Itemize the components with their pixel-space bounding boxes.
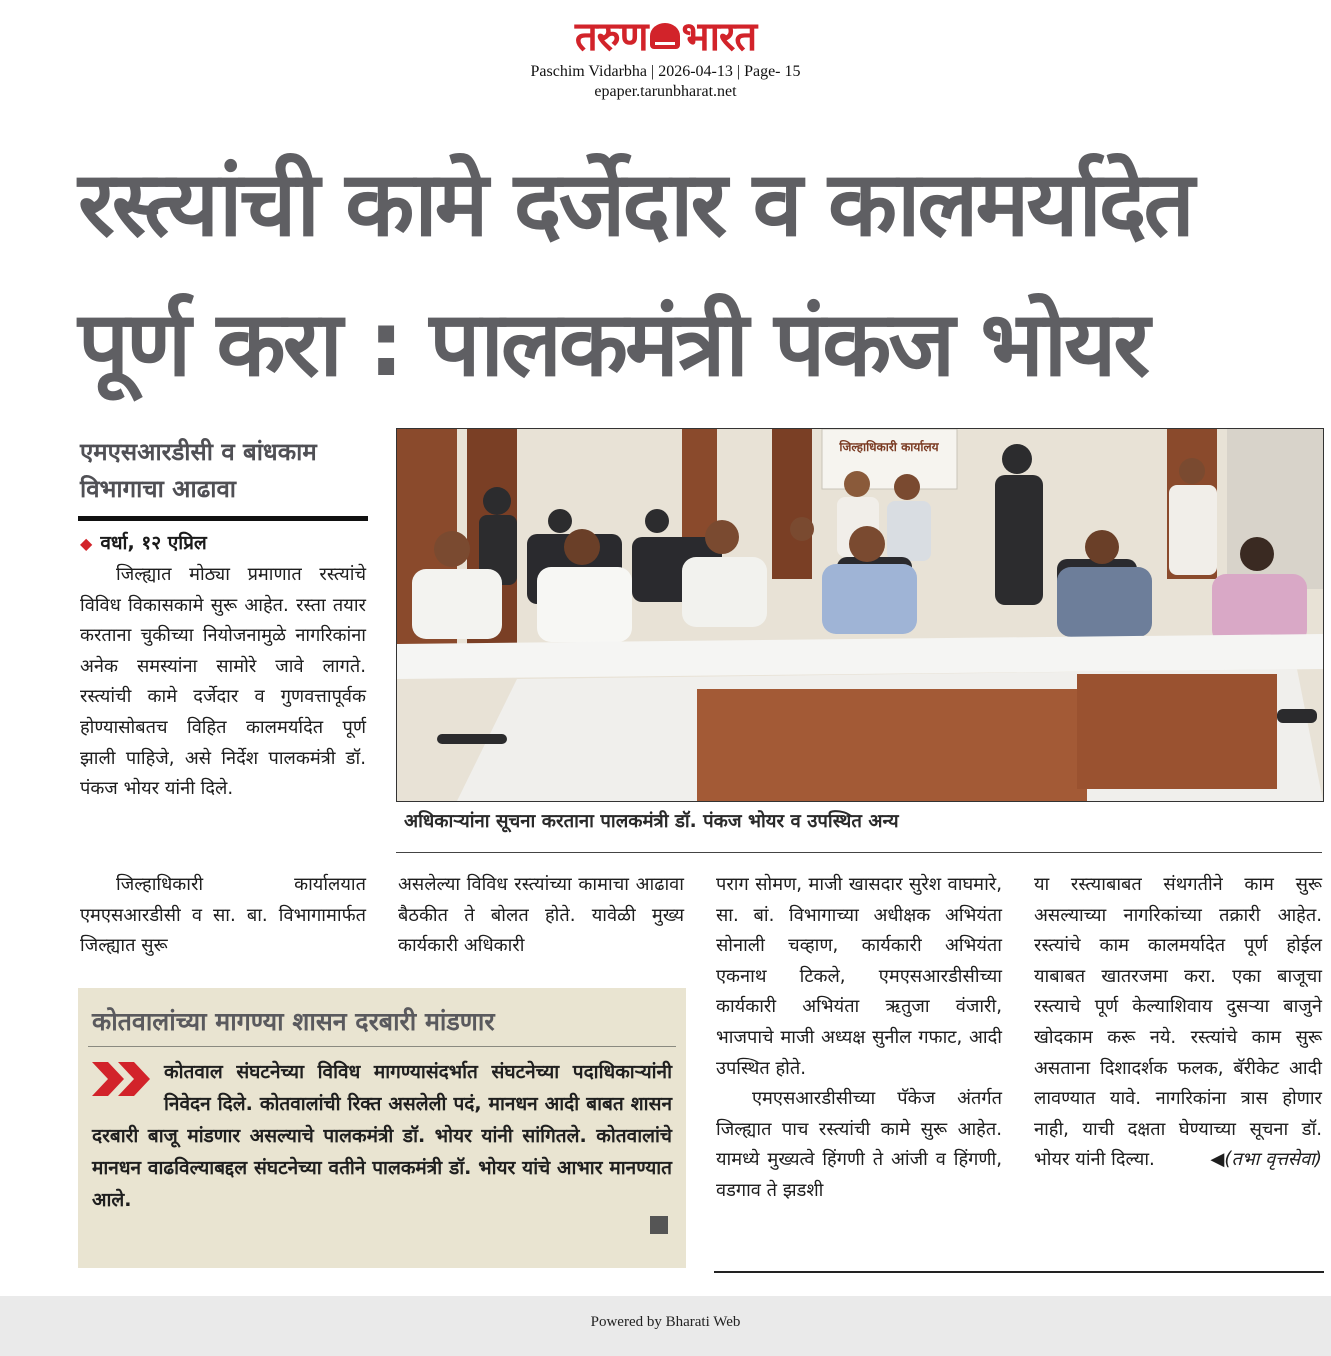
subheading: एमएसआरडीसी व बांधकाम विभागाचा आढावा (80, 438, 317, 503)
triangle-bullet-icon: ◀ (1210, 1149, 1225, 1171)
article-paragraph-2-part-c: पराग सोमण, माजी खासदार सुरेश वाघमारे, सा. बां. विभागाच्या अधीक्षक अभियंता सोनाली चव्हाण, कार्यकारी अभियंता एकनाथ टिकले, एमएसआरडीसीच्या कार्यकारी अभियंता ऋतुजा वंजारी, भाजपाचे माजी अध्यक्ष सुनील गफाट, आदी उपस्थित होते. (716, 874, 1002, 1079)
epaper-url[interactable]: epaper.tarunbharat.net (594, 83, 737, 100)
article-column-3 (716, 870, 1002, 1207)
footer (0, 1296, 1331, 1356)
end-square-icon (650, 1216, 668, 1234)
logo-emblem-icon (650, 23, 680, 49)
article-paragraph-2-part-b: असलेल्या विविध रस्त्यांच्या कामाचा आढावा बैठकीत ते बोलत होते. यावेळी मुख्य कार्यकारी अधिकारी (398, 874, 684, 957)
meeting-photo-illustration (397, 429, 1323, 801)
subheading-rule (78, 516, 368, 521)
credit-text: (तभा वृत्तसेवा) (1224, 1149, 1322, 1171)
meeting-photo (396, 428, 1324, 802)
article-paragraph-1: जिल्ह्यात मोठ्या प्रमाणात रस्त्यांचे विविध विकासकामे सुरू आहेत. रस्ता तयार करताना चुकीच्या नियोजनामुळे नागरिकांना अनेक समस्यांना सामोरे जावे लागते. रस्त्यांची कामे दर्जेदार व गुणवत्तापूर्वक होण्यासोबतच विहित कालमर्यादेत पूर्ण झाली पाहिजे, असे निर्देश पालकमंत्री डॉ. पंकज भोयर यांनी दिले. (80, 564, 366, 800)
logo-word-left: तरुण (574, 14, 648, 60)
article-column-4 (1034, 870, 1322, 1176)
article-column-1 (80, 560, 366, 805)
logo-word-right: भारत (681, 14, 757, 60)
photo-caption: अधिकाऱ्यांना सूचना करताना पालकमंत्री डॉ. पंकज भोयर व उपस्थित अन्य (404, 811, 899, 832)
caption-rule (396, 852, 1322, 853)
dateline (80, 530, 207, 557)
article-column-2 (398, 870, 684, 962)
article-paragraph-3-continued-text: या रस्त्याबाबत संथगतीने काम सुरू असल्याच्या नागरिकांच्या तक्रारी आहेत. रस्त्यांचे काम कालमर्यादेत पूर्ण होईल याबाबत खातरजमा करा. एका बाजूचा रस्त्याचे पूर्ण केल्याशिवाय दुसऱ्या बाजुने खोदकाम करू नये. रस्त्यांचे काम सुरू असताना दिशादर्शक फलक, बॅरीकेट आदी लावण्यात यावे. नागरिकांना त्रास होणार नाही, याची दक्षता घेण्याच्या सूचना डॉ. भोयर यांनी दिल्या. (1034, 874, 1322, 1171)
news-box-text: कोतवाल संघटनेच्या विविध मागण्यासंदर्भात संघटनेच्या पदाधिकाऱ्यांनी निवेदन दिले. कोतवालांची रिक्त असलेली पदं, मानधन आदी बाबत शासन दरबारी बाजू मांडणार असल्याचे पालकमंत्री डॉ. भोयर यांनी सांगितले. कोतवालांचे मानधन वाढविल्याबद्दल संघटनेच्या वतीने पालकमंत्री डॉ. भोयर यांचे आभार मानण्यात आले. (92, 1061, 672, 1211)
headline-line-1: रस्त्यांची कामे दर्जेदार व कालमर्यादेत (78, 152, 1192, 257)
sign-text: जिल्हाधिकारी कार्यालय (839, 440, 939, 454)
credit-line (1210, 1145, 1322, 1176)
diamond-bullet-icon: ◆ (80, 534, 93, 553)
double-chevron-icon (92, 1062, 154, 1096)
news-box-rule (88, 1046, 676, 1047)
newspaper-logo (0, 14, 1331, 60)
article-end-rule (714, 1271, 1324, 1273)
news-box-body (92, 1056, 672, 1216)
dateline-text: वर्धा, १२ एप्रिल (100, 532, 207, 554)
headline-line-2: पूर्ण करा : पालकमंत्री पंकज भोयर (78, 292, 1148, 397)
news-box-title: कोतवालांच्या मागण्या शासन दरबारी मांडणार (92, 1007, 495, 1036)
article-paragraph-3-continued (1034, 870, 1322, 1176)
edition-line: Paschim Vidarbha | 2026-04-13 | Page- 15 (530, 63, 801, 80)
article-paragraph-3: एमएसआरडीसीच्या पॅकेज अंतर्गत जिल्ह्यात पाच रस्त्यांची कामे सुरू आहेत. यामध्ये मुख्यत्वे हिंगणी ते आंजी व हिंगणी, वडगाव ते झडशी (716, 1088, 1002, 1201)
article-column-1-continued (80, 870, 366, 962)
footer-credit[interactable]: Powered by Bharati Web (590, 1314, 741, 1330)
article-paragraph-2-part-a: जिल्हाधिकारी कार्यालयात एमएसआरडीसी व सा. बा. विभागामार्फत जिल्ह्यात सुरू (80, 874, 366, 957)
